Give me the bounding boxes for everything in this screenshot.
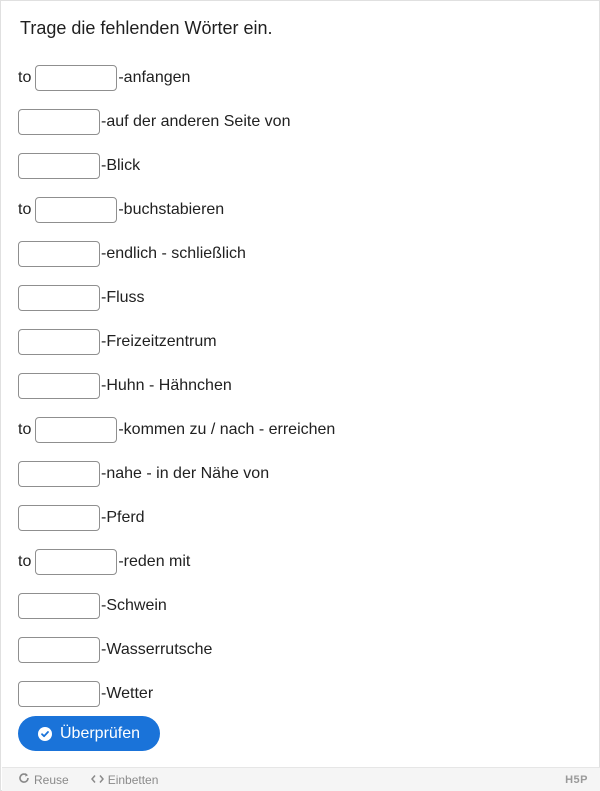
blank-row (18, 628, 335, 672)
row-suffix: -Blick (101, 157, 141, 174)
blank-input[interactable] (18, 109, 100, 135)
blank-input[interactable] (18, 373, 100, 399)
row-suffix: -Wetter (101, 685, 154, 702)
blank-input[interactable] (18, 285, 100, 311)
blank-input[interactable] (18, 637, 100, 663)
blank-row (18, 100, 335, 144)
blank-row (18, 496, 335, 540)
blank-input[interactable] (18, 681, 100, 707)
blank-input[interactable] (18, 153, 100, 179)
blank-row (18, 232, 335, 276)
reuse-label: Reuse (34, 772, 69, 787)
embed-link[interactable] (91, 773, 159, 787)
check-circle-icon (38, 727, 52, 741)
check-button-label: Überprüfen (60, 724, 141, 742)
row-prefix: to (18, 553, 32, 570)
row-suffix: -kommen zu / nach - erreichen (118, 421, 336, 438)
blank-row (18, 364, 335, 408)
row-prefix: to (18, 69, 32, 86)
blank-input[interactable] (35, 197, 117, 223)
code-icon (91, 773, 108, 787)
task-title: Trage die fehlenden Wörter ein. (20, 18, 273, 38)
blank-row (18, 144, 335, 188)
blank-input[interactable] (18, 461, 100, 487)
blank-input[interactable] (35, 65, 117, 91)
blank-input[interactable] (35, 417, 117, 443)
row-suffix: -anfangen (118, 69, 191, 86)
blank-row (18, 584, 335, 628)
blank-row (18, 276, 335, 320)
row-suffix: -nahe - in der Nähe von (101, 465, 270, 482)
embed-label: Einbetten (107, 772, 159, 787)
blank-row (18, 452, 335, 496)
blank-row (18, 188, 335, 232)
row-suffix: -Huhn - Hähnchen (101, 377, 232, 394)
blank-input[interactable] (35, 549, 117, 575)
fill-in-rows (18, 56, 335, 716)
footer-bar (2, 767, 600, 791)
row-suffix: -Schwein (101, 597, 167, 614)
h5p-logo[interactable]: H5P (565, 773, 588, 786)
reuse-icon (18, 772, 34, 787)
row-suffix: -Pferd (101, 509, 145, 526)
blank-row (18, 56, 335, 100)
row-suffix: -auf der anderen Seite von (101, 113, 291, 130)
row-suffix: -Wasserrutsche (101, 641, 213, 658)
row-prefix: to (18, 421, 32, 438)
row-suffix: -Freizeitzentrum (101, 333, 217, 350)
blank-row (18, 320, 335, 364)
blank-input[interactable] (18, 329, 100, 355)
check-button[interactable] (18, 716, 160, 751)
row-suffix: -endlich - schließlich (101, 245, 246, 262)
blank-row (18, 408, 335, 452)
blank-input[interactable] (18, 241, 100, 267)
row-suffix: -reden mit (118, 553, 191, 570)
reuse-link[interactable] (18, 772, 69, 787)
blank-row (18, 540, 335, 584)
row-suffix: -Fluss (101, 289, 145, 306)
blank-input[interactable] (18, 593, 100, 619)
blank-input[interactable] (18, 505, 100, 531)
row-prefix: to (18, 201, 32, 218)
row-suffix: -buchstabieren (118, 201, 225, 218)
blank-row (18, 672, 335, 716)
